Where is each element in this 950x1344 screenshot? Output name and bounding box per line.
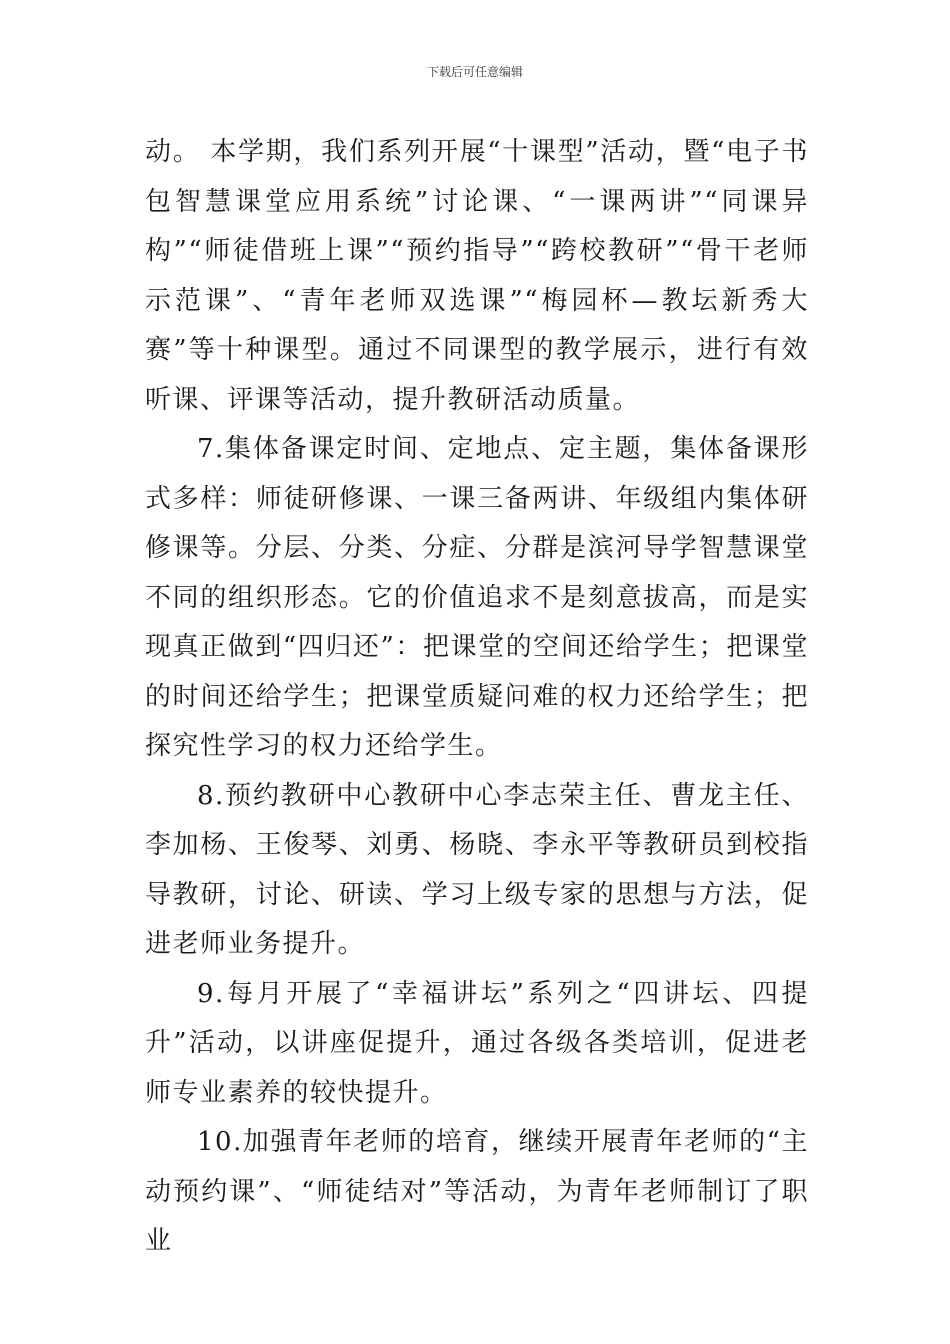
paragraph-item-7: 7.集体备课定时间、定地点、定主题，集体备课形式多样：师徒研修课、一课三备两讲、年级组内集体研修课等。分层、分类、分症、分群是滨河导学智慧课堂不同的组织形态。它的价值追求不是刻意拔高，而是实现真正做到“四归还”：把课堂的空间还给学生；把课堂的时间还给学生；把课堂质疑问难的权力还给学生；把探究性学习的权力还给学生。: [145, 434, 809, 761]
paragraph-item-10: 10.加强青年老师的培育，继续开展青年老师的“主动预约课”、“师徒结对”等活动，为青年老师制订了职业: [145, 1127, 809, 1256]
page-header-note: 下载后可任意编辑: [426, 65, 523, 79]
paragraph-item-8: 8.预约教研中心教研中心李志荣主任、曹龙主任、李加杨、王俊琴、刘勇、杨晓、李永平等教研员到校指导教研，讨论、研读、学习上级专家的思想与方法，促进老师业务提升。: [145, 780, 809, 959]
paragraph-item-9: 9.每月开展了“幸福讲坛”系列之“四讲坛、四提升”活动，以讲座促提升，通过各级各类培训，促进老师专业素养的较快提升。: [145, 978, 809, 1108]
document-body: [145, 128, 809, 1267]
paragraph-continuation: 动。 本学期，我们系列开展“十课型”活动，暨“电子书包智慧课堂应用系统”讨论课、“一课两讲”“同课异构”“师徒借班上课”“预约指导”“跨校教研”“骨干老师示范课”、“青年老师双选课”“梅园杯—教坛新秀大赛”等十种课型。通过不同课型的教学展示，进行有效听课、评课等活动，提升教研活动质量。: [145, 137, 809, 415]
